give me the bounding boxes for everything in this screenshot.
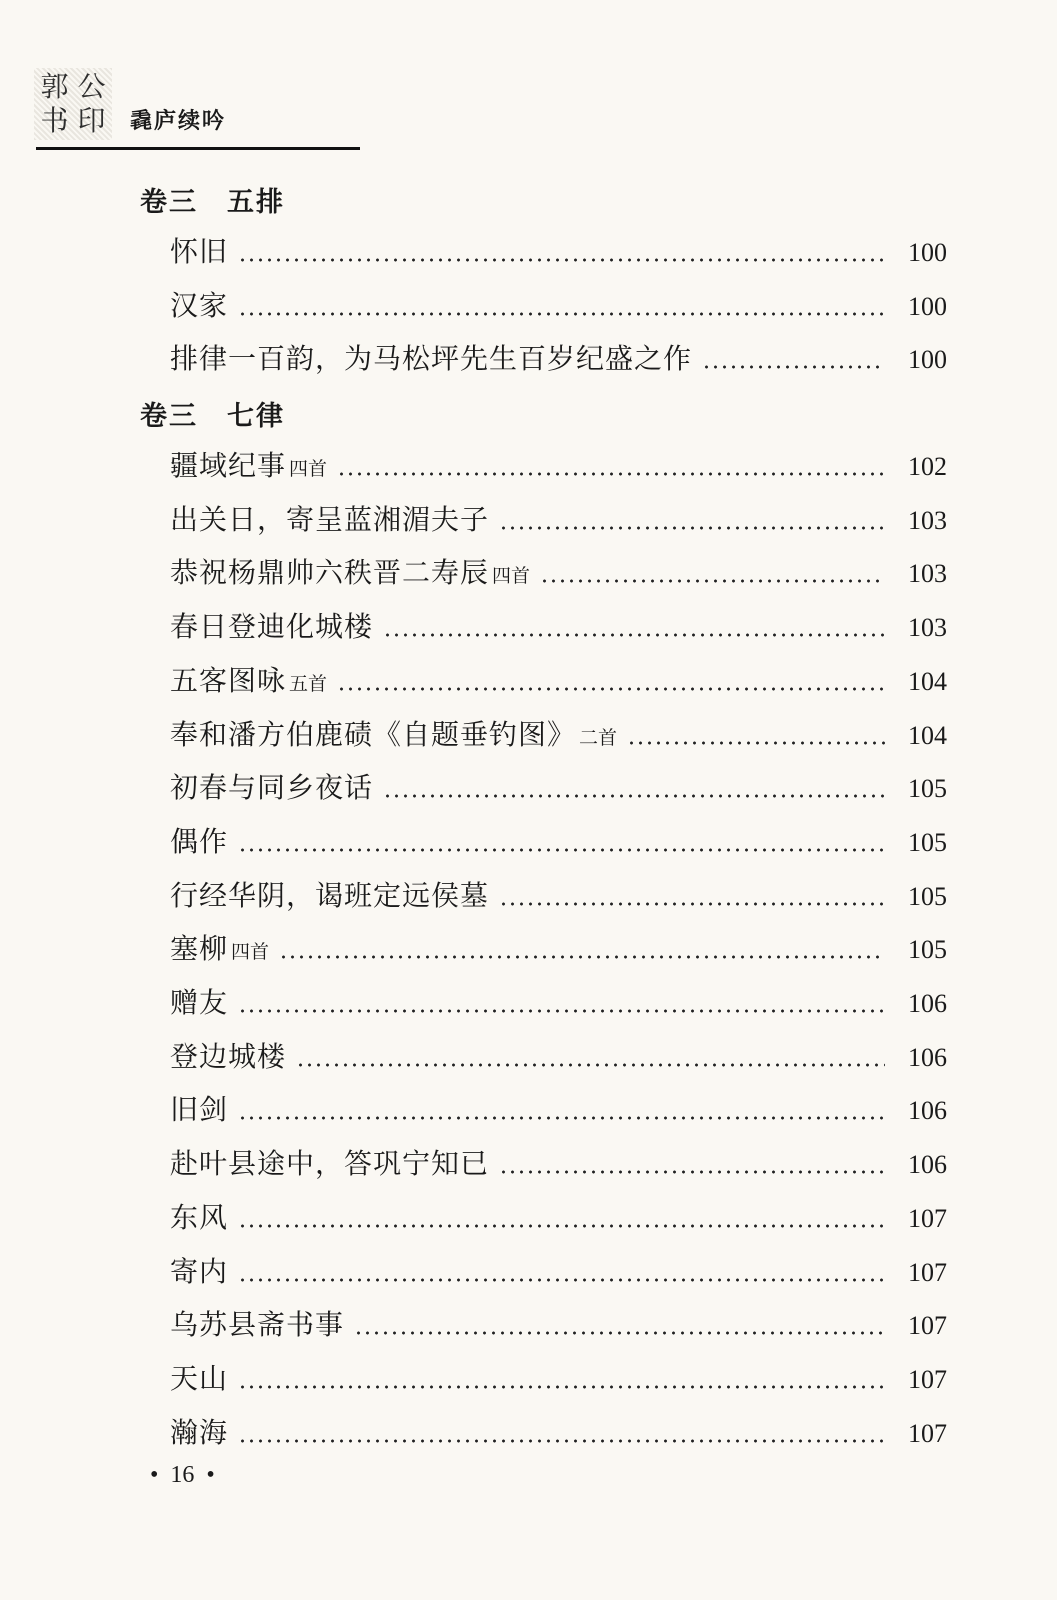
running-header-title: 毳庐续吟 [130, 109, 227, 134]
dot-leader [238, 1438, 885, 1444]
seal-char: 郭 [40, 71, 69, 103]
toc-entry[interactable] [170, 822, 947, 862]
entry-page-number: 107 [908, 1203, 947, 1233]
entry-page-number: 105 [908, 881, 947, 911]
toc-entry[interactable] [170, 1090, 947, 1130]
entry-page-number: 105 [908, 774, 947, 804]
dot-leader [238, 1384, 885, 1390]
toc-entry[interactable] [170, 661, 947, 701]
entry-title: 旧剑 [170, 1093, 229, 1127]
entry-page-number: 103 [908, 505, 947, 535]
dot-leader [337, 686, 885, 692]
entry-count-note: 四首 [492, 565, 531, 588]
entry-count-note: 四首 [231, 941, 270, 964]
entry-title: 登边城楼 [170, 1039, 287, 1073]
dot-leader [627, 740, 885, 746]
entry-title: 排律一百韵，为马松坪先生百岁纪盛之作 [170, 342, 693, 376]
entry-page-number: 105 [908, 935, 947, 965]
entry-page-number: 100 [908, 238, 947, 267]
entry-title: 瀚海 [170, 1415, 229, 1449]
dot-leader [499, 901, 885, 907]
entry-title: 行经华阴，谒班定远侯墓 [170, 878, 490, 912]
dot-leader [383, 632, 885, 638]
dot-leader [279, 954, 885, 960]
entry-title: 寄内 [170, 1254, 229, 1288]
entry-title: 天山 [170, 1361, 229, 1395]
toc-entry[interactable] [170, 232, 947, 272]
toc-entry[interactable] [170, 1252, 947, 1292]
entry-title: 东风 [170, 1200, 229, 1234]
dot-leader [296, 1062, 885, 1068]
entry-page-number: 107 [908, 1364, 947, 1394]
entry-title: 疆域纪事 [170, 449, 287, 482]
entry-title: 奉和潘方伯鹿碛《自题垂钓图》 [170, 717, 577, 751]
entry-title: 赴叶县途中，答巩宁知已 [170, 1147, 490, 1181]
entry-page-number: 106 [908, 1042, 947, 1072]
entry-title: 恭祝杨鼎帅六秩晋二寿辰 [170, 556, 490, 590]
seal-char: 公 [77, 71, 106, 103]
seal-char: 印 [77, 105, 106, 137]
dot-leader [238, 311, 885, 317]
dot-leader [354, 1330, 885, 1336]
entry-page-number: 100 [908, 291, 947, 321]
entry-page-number: 106 [908, 1150, 947, 1180]
dot-leader [499, 1169, 885, 1175]
toc-entry[interactable] [170, 286, 947, 326]
entry-page-number: 106 [908, 989, 947, 1018]
dot-leader [238, 1223, 885, 1229]
dot-leader [540, 578, 885, 584]
entry-title: 初春与同乡夜话 [170, 771, 374, 805]
toc-entry[interactable] [170, 1413, 947, 1453]
entry-count-note: 五首 [289, 672, 328, 695]
section-heading: 卷三 七律 [140, 401, 285, 432]
toc-entry[interactable] [170, 1198, 947, 1238]
dot-leader [238, 1115, 885, 1121]
entry-title: 五客图咏 [170, 663, 287, 697]
dot-leader [337, 471, 885, 477]
entry-page-number: 100 [908, 345, 947, 375]
entry-page-number: 104 [908, 720, 947, 750]
entry-page-number: 107 [908, 1257, 947, 1287]
dot-leader [383, 793, 885, 799]
dot-leader [238, 1008, 885, 1014]
toc-entry[interactable] [170, 1359, 947, 1399]
entry-title: 出关日，寄呈蓝湘湄夫子 [170, 502, 490, 536]
entry-title: 乌苏县斋书事 [170, 1308, 345, 1342]
toc-entry[interactable] [170, 553, 947, 593]
dot-leader [238, 257, 885, 263]
toc-entry[interactable] [170, 1037, 947, 1077]
toc-entry[interactable] [170, 715, 947, 755]
toc-entry[interactable] [170, 607, 947, 647]
entry-page-number: 106 [908, 1096, 947, 1126]
entry-page-number: 102 [908, 452, 947, 481]
toc-entry[interactable] [170, 339, 947, 379]
seal-char: 书 [40, 105, 69, 137]
entry-title: 偶作 [170, 824, 229, 858]
entry-title: 春日登迪化城楼 [170, 610, 374, 644]
entry-page-number: 104 [908, 666, 947, 696]
toc-entry[interactable] [170, 983, 947, 1023]
entry-title: 汉家 [170, 288, 229, 322]
section-heading: 卷三 五排 [140, 187, 285, 218]
entry-page-number: 103 [908, 559, 947, 589]
toc-entry[interactable] [170, 1305, 947, 1345]
entry-page-number: 107 [908, 1418, 947, 1448]
toc-entry[interactable] [170, 446, 947, 486]
entry-title: 塞柳 [170, 932, 229, 966]
dot-leader [702, 364, 885, 370]
entry-count-note: 四首 [289, 458, 328, 480]
toc-entry[interactable] [170, 768, 947, 808]
toc-entry[interactable] [170, 929, 947, 969]
header-rule [36, 147, 360, 150]
entry-count-note: 二首 [579, 726, 618, 749]
entry-page-number: 103 [908, 613, 947, 643]
toc-entry[interactable] [170, 876, 947, 916]
entry-page-number: 105 [908, 827, 947, 857]
toc-entry[interactable] [170, 500, 947, 540]
entry-title: 怀旧 [170, 235, 229, 268]
entry-title: 赠友 [170, 986, 229, 1019]
entry-page-number: 107 [908, 1311, 947, 1341]
dot-leader [238, 847, 885, 853]
toc-entry[interactable] [170, 1144, 947, 1184]
seal-stamp-logo [34, 68, 112, 140]
dot-leader [499, 525, 885, 531]
page-number: • 16 • [150, 1462, 215, 1488]
dot-leader [238, 1277, 885, 1283]
